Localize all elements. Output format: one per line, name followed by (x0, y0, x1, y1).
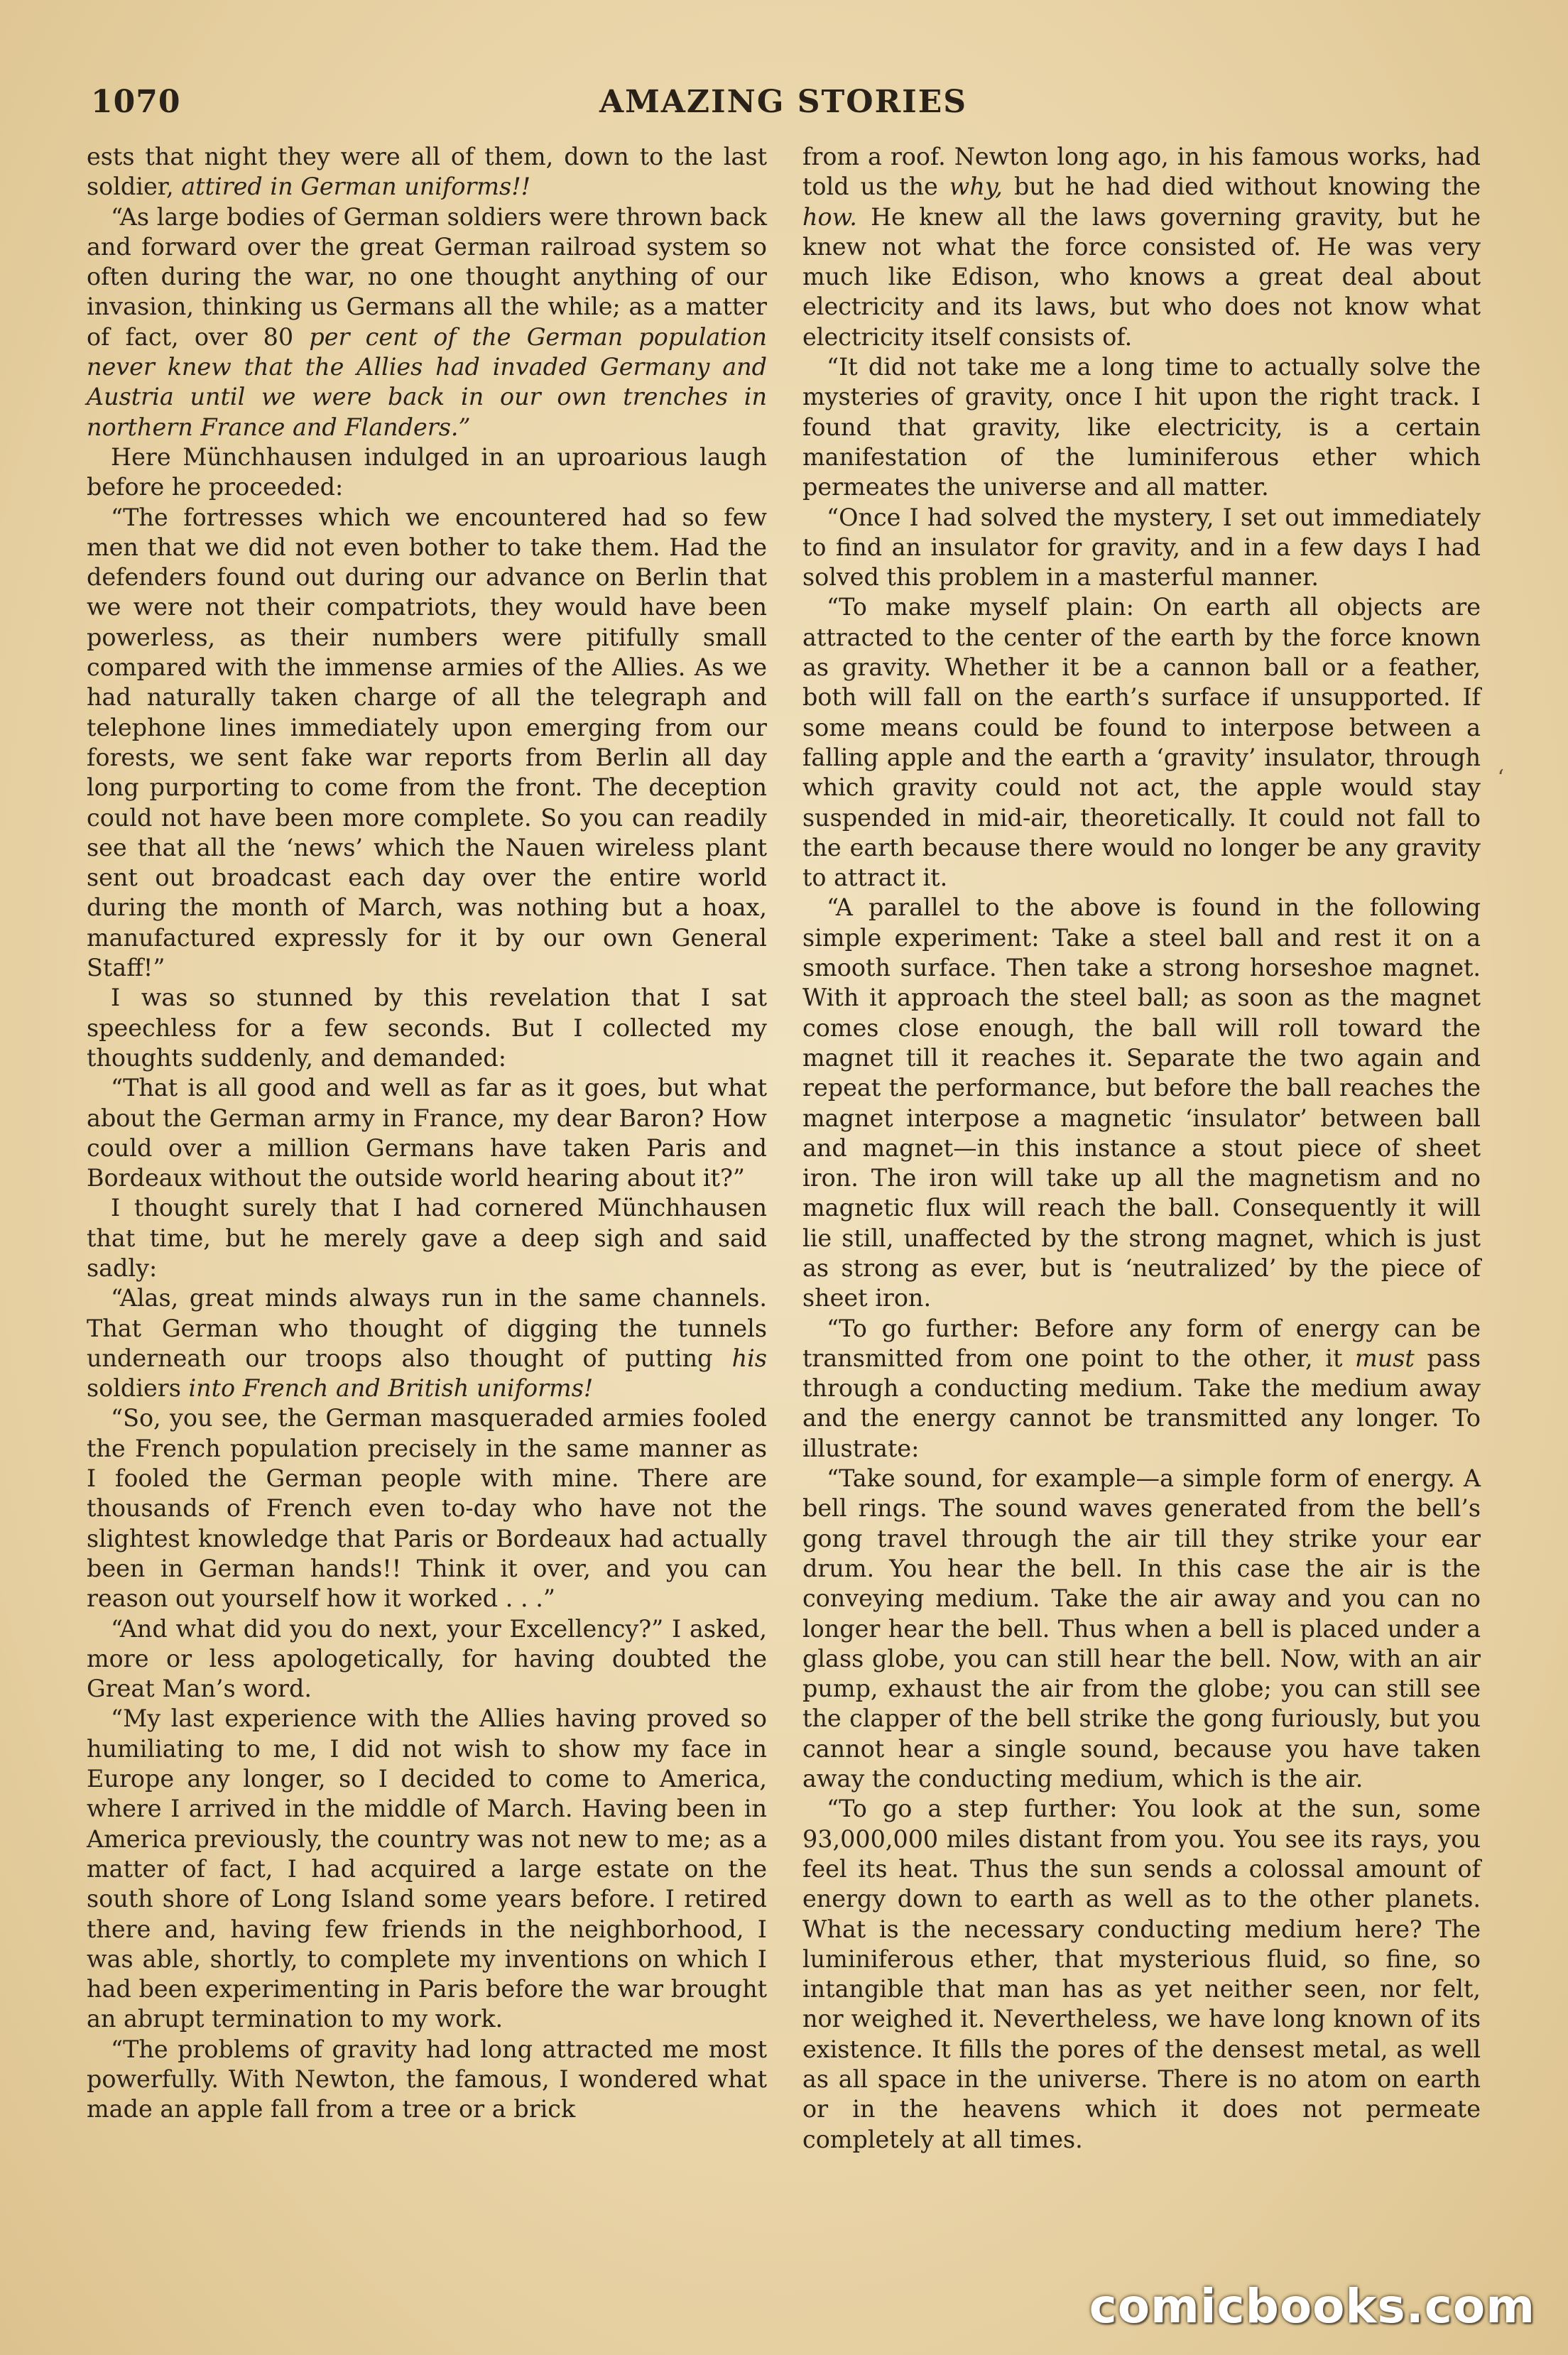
paragraph: “The fortresses which we encountered had so few men that we did not even bother to take them. Had the defenders found out during our advance on Berlin that we were not their compatriots, they would have been powerless, as their numbers were pitifully small compared with the immense armies of the Allies. As we had naturally taken charge of all the telegraph and telephone lines immediately upon emerging from our forests, we sent fake war reports from Berlin all day long purporting to come from the front. The deception could not have been more complete. So you can readily see that all the ‘news’ which the Nauen wireless plant sent out broadcast each day over the entire world during the month of March, was nothing but a hoax, manufactured expressly for it by our own General Staff!” (87, 503, 767, 982)
paragraph: “To go a step further: You look at the sun, some 93,000,000 miles distant from you. You see its rays, you feel its heat. Thus the sun sends a colossal amount of energy down to earth as well as to the other planets. What is the necessary conducting medium here? The luminiferous ether, that mysterious fluid, so fine, so intangible that man has as yet neither seen, nor felt, nor weighed it. Nevertheless, we have long known of its existence. It fills the pores of the densest metal, as well as all space in the universe. There is no atom on earth or in the heavens which it does not permeate completely at all times. (802, 1795, 1481, 2153)
page-number: 1070 (91, 84, 181, 120)
paragraph: “That is all good and well as far as it goes, but what about the German army in France, my dear Baron? How could over a million Germans have taken Paris and Bordeaux without the outside world hearing about it?” (87, 1074, 767, 1192)
watermark: comicbooks.com (1089, 2279, 1535, 2334)
paragraph: from a roof. Newton long ago, in his famous works, had told us the why, but he had died without knowing the how. He knew all the laws governing gravity, but he knew not what the force consisted of. He was very much like Edison, who knows a great deal about electricity and its laws, but who does not know what electricity itself consists of. (802, 143, 1481, 351)
paragraph: ests that night they were all of them, down to the last soldier, attired in German uniforms!! (87, 143, 767, 201)
paper-speck: ʻ (1497, 766, 1504, 790)
paragraph: “To go further: Before any form of energy can be transmitted from one point to the other, it must pass through a conducting medium. Take the medium away and the energy cannot be transmitted any longer. To illustrate: (802, 1314, 1481, 1462)
page-header (91, 84, 1476, 134)
paragraph: “To make myself plain: On earth all objects are attracted to the center of the earth by the force known as gravity. Whether it be a cannon ball or a feather, both will fall on the earth’s surface if unsupported. If some means could be found to interpose between a falling apple and the earth a ‘gravity’ insulator, through which gravity could not act, the apple would stay suspended in mid-air, theoretically. It could not fall to the earth because there would no longer be any gravity to attract it. (802, 593, 1481, 892)
paragraph: “Take sound, for example—a simple form of energy. A bell rings. The sound waves generated from the bell’s gong travel through the air till they strike your ear drum. You hear the bell. In this case the air is the conveying medium. Take the air away and you can no longer hear the bell. Thus when a bell is placed under a glass globe, you can still hear the bell. Now, with an air pump, exhaust the air from the globe; you can still see the clapper of the bell strike the gong furiously, but you cannot hear a single sound, because you have taken away the conducting medium, which is the air. (802, 1464, 1481, 1793)
paragraph: “Once I had solved the mystery, I set out immediately to find an insulator for gravity, and in a few days I had solved this problem in a masterful manner. (802, 503, 1481, 592)
right-column (802, 142, 1481, 2155)
paragraph: I thought surely that I had cornered Münchhausen that time, but he merely gave a deep sigh and said sadly: (87, 1194, 767, 1282)
paragraph: “So, you see, the German masqueraded armies fooled the French population precisely in the same manner as I fooled the German people with mine. There are thousands of French even to-day who have not the slightest knowledge that Paris or Bordeaux had actually been in German hands!! Think it over, and you can reason out yourself how it worked . . .” (87, 1404, 767, 1613)
paragraph: “A parallel to the above is found in the following simple experiment: Take a steel ball and rest it on a smooth surface. Then take a strong horseshoe magnet. With it approach the steel ball; as soon as the magnet comes close enough, the ball will roll toward the magnet till it reaches it. Separate the two again and repeat the performance, but before the ball reaches the magnet interpose a magnetic ‘insulator’ between ball and magnet—in this instance a stout piece of sheet iron. The iron will take up all the magnetism and no magnetic flux will reach the ball. Consequently it will lie still, unaffected by the strong magnet, which is just as strong as ever, but is ‘neutralized’ by the piece of sheet iron. (802, 893, 1481, 1312)
paragraph: I was so stunned by this revelation that I sat speechless for a few seconds. But I collected my thoughts suddenly, and demanded: (87, 984, 767, 1072)
paragraph: “It did not take me a long time to actually solve the mysteries of gravity, once I hit upon the right track. I found that gravity, like electricity, is a certain manifestation of the luminiferous ether which permeates the universe and all matter. (802, 353, 1481, 501)
paragraph: “As large bodies of German soldiers were thrown back and forward over the great German railroad system so often during the war, no one thought anything of our invasion, thinking us Germans all the while; as a matter of fact, over 80 per cent of the German population never knew that the Allies had invaded Germany and Austria until we were back in our own trenches in northern France and Flanders.” (87, 202, 767, 441)
paragraph: “Alas, great minds always run in the same channels. That German who thought of digging the tunnels underneath our troops also thought of putting his soldiers into French and British uniforms! (87, 1284, 767, 1403)
paragraph: “The problems of gravity had long attracted me most powerfully. With Newton, the famous, I wondered what made an apple fall from a tree or a brick (87, 2035, 767, 2123)
running-title: AMAZING STORIES (599, 84, 968, 120)
left-column (87, 142, 767, 2125)
paragraph: “And what did you do next, your Excellency?” I asked, more or less apologetically, for having doubted the Great Man’s word. (87, 1614, 767, 1703)
paragraph: Here Münchhausen indulged in an uproarious laugh before he proceeded: (87, 442, 767, 501)
paragraph: “My last experience with the Allies having proved so humiliating to me, I did not wish to show my face in Europe any longer, so I decided to come to America, where I arrived in the middle of March. Having been in America previously, the country was not new to me; as a matter of fact, I had acquired a large estate on the south shore of Long Island some years before. I retired there and, having few friends in the neighborhood, I was able, shortly, to complete my inventions on which I had been experimenting in Paris before the war brought an abrupt termination to my work. (87, 1704, 767, 2033)
